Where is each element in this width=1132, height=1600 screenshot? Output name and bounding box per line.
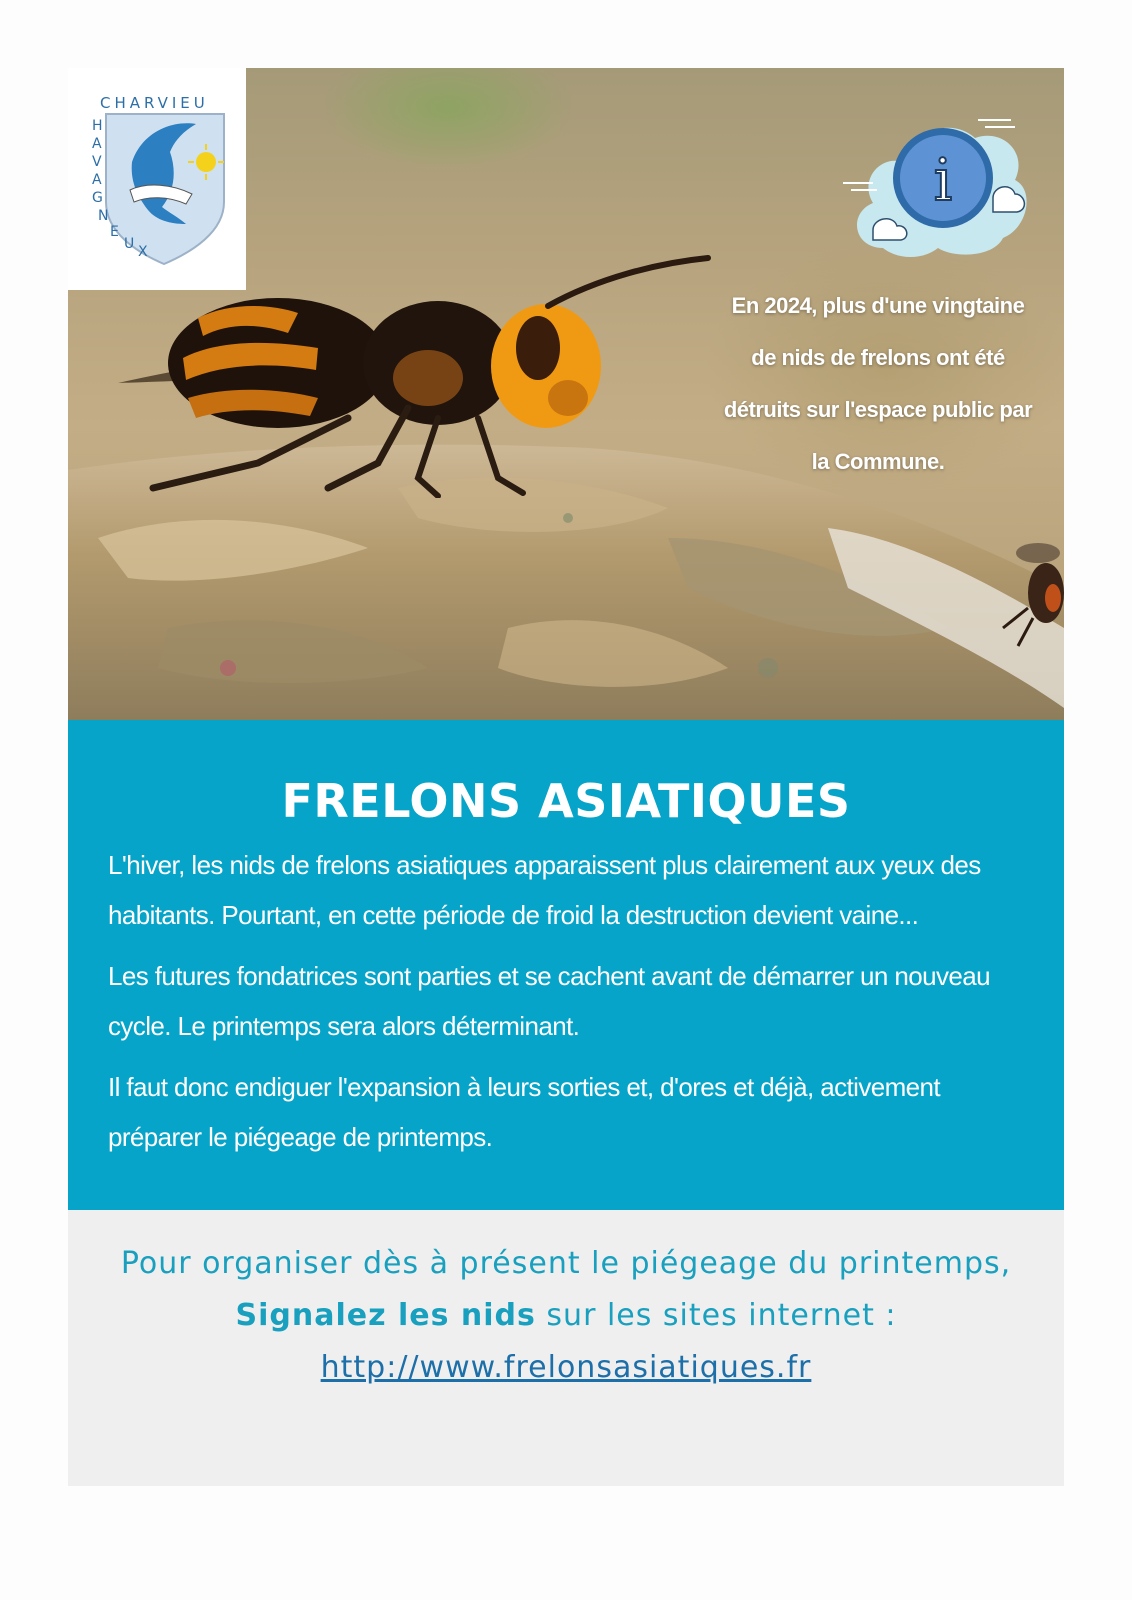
paragraph: Il faut donc endiguer l'expansion à leurs sorties et, d'ores et déjà, activement préparer le piégeage de printemps. <box>108 1072 940 1152</box>
info-icon: i <box>933 146 953 214</box>
footer-line-2-rest: sur les sites internet : <box>535 1298 897 1333</box>
footer-emphasis: Signalez les nids <box>235 1298 536 1333</box>
paragraph: L'hiver, les nids de frelons asiatiques apparaissent plus clairement aux yeux des habitants. Pourtant, en cette période de froid la destruction devient vaine... <box>108 850 981 930</box>
hero-photo <box>68 68 1064 720</box>
svg-text:HAV AGN EU: H A V A G N EU X <box>92 118 148 260</box>
municipal-logo <box>68 68 246 290</box>
footer-line-1: Pour organiser dès à présent le piégeage du printemps, <box>120 1246 1012 1281</box>
info-badge <box>843 98 1033 268</box>
logo-top-text: CHARVIEU <box>100 94 209 112</box>
info-band <box>68 720 1064 1210</box>
footer <box>68 1210 1064 1486</box>
footer-line-2 <box>68 1298 1064 1333</box>
band-body <box>108 840 1028 1173</box>
page-title: FRELONS ASIATIQUES <box>281 774 851 828</box>
footer-line-3 <box>68 1350 1064 1385</box>
poster <box>68 68 1064 1486</box>
crest-icon <box>82 92 232 272</box>
hero-stat-text: En 2024, plus d'une vingtaine de nids de frelons ont été détruits sur l'espace public par la Commune. <box>723 293 1033 474</box>
fly-illustration <box>998 538 1064 648</box>
paragraph: Les futures fondatrices sont parties et se cachent avant de démarrer un nouveau cycle. Le printemps sera alors déterminant. <box>108 961 990 1041</box>
website-link[interactable]: http://www.frelonsasiatiques.fr <box>320 1350 812 1385</box>
